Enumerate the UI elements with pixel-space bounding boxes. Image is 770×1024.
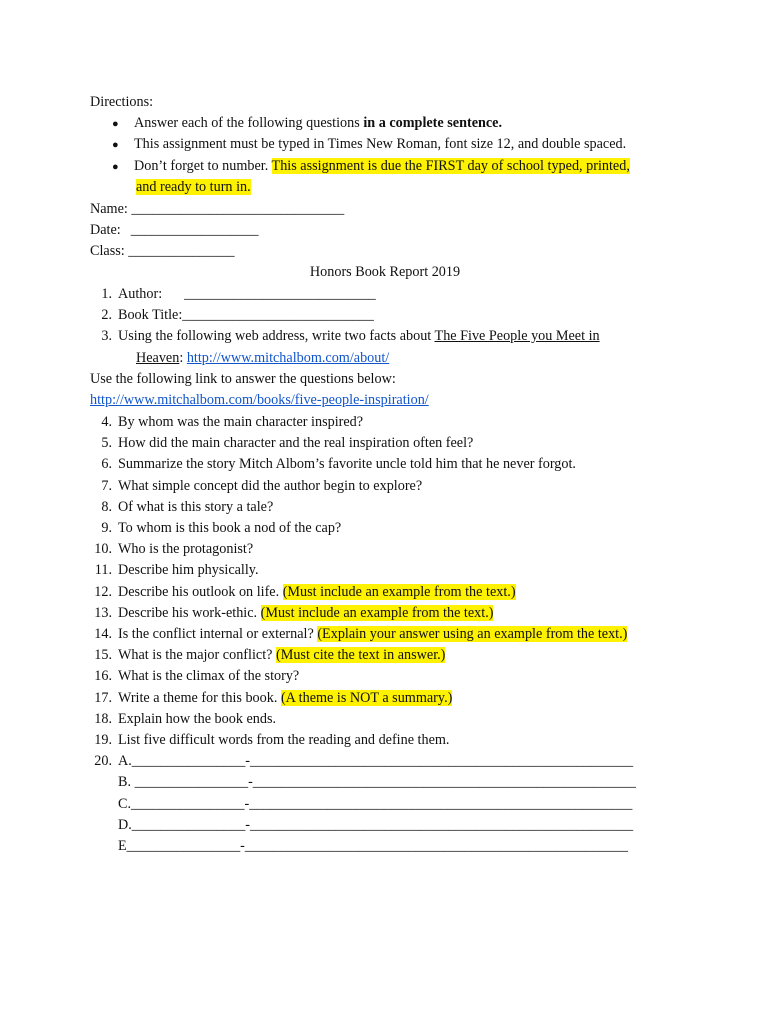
question-text: Describe him physically. (118, 562, 259, 579)
vocabulary-row[interactable] (88, 815, 633, 836)
vocabulary-def: ______________________________________________________ (252, 774, 636, 791)
question-item (88, 709, 276, 730)
question-text: To whom is this book a nod of the cap? (118, 520, 342, 536)
book-title-blank: ___________________________ (182, 307, 374, 323)
bullet-bold-text: in a complete sentence. (363, 115, 503, 131)
vocabulary-word: ________________ (131, 753, 246, 770)
directions-bullet-3 (112, 156, 630, 177)
vocabulary-letter: C. (118, 795, 132, 812)
question-text: What is the major conflict? (118, 647, 276, 664)
vocabulary-row[interactable] (88, 794, 632, 815)
directions-bullet-2 (112, 134, 626, 155)
list-item-book-title (88, 305, 374, 326)
question-text: List five difficult words from the reading and define them. (118, 732, 450, 748)
question-item (88, 518, 341, 539)
vocabulary-word: ________________ (131, 795, 245, 812)
vocabulary-def: ______________________________________________________ (250, 816, 634, 833)
question-text: What simple concept did the author begin to explore? (118, 477, 423, 494)
highlighted-text: and ready to turn in. (136, 179, 251, 195)
class-blank: _______________ (128, 243, 235, 259)
name-label: Name: (90, 201, 128, 217)
vocabulary-letter: E (118, 838, 127, 854)
item-number: 8. (101, 498, 112, 515)
vocabulary-dash: - (248, 774, 253, 791)
question-text: Of what is this story a tale? (118, 498, 274, 515)
question-item (88, 666, 299, 687)
bullet-text: This assignment must be typed in Times New Roman, font size 12, and double spaced. (134, 136, 627, 152)
question-item (88, 497, 273, 518)
class-label: Class: (90, 243, 125, 259)
directions-heading: Directions: (90, 94, 154, 110)
question-text: How did the main character and the real inspiration often feel? (118, 435, 474, 452)
list-item-author (88, 284, 376, 305)
highlighted-instruction: (Must include an example from the text.) (260, 604, 494, 621)
vocabulary-row[interactable] (88, 751, 633, 772)
directions-bullet-1 (112, 113, 502, 134)
use-link-instruction: Use the following link to answer the questions below: (90, 371, 396, 387)
bullet-text: Don’t forget to number. (134, 158, 272, 174)
directions-bullet-3-continued (136, 177, 251, 198)
question-text: Write a theme for this book. (118, 689, 281, 706)
item-text: : (179, 350, 187, 366)
item-number: 17. (94, 689, 112, 706)
vocabulary-def: ______________________________________________________ (250, 753, 634, 770)
book-title-underlined: The Five People you Meet in (434, 328, 600, 344)
item-number: 16. (94, 668, 112, 685)
vocabulary-dash: - (245, 816, 251, 833)
vocabulary-letter: B. (118, 774, 135, 791)
item-text: Author: (118, 286, 163, 302)
name-blank: ______________________________ (131, 201, 345, 217)
item-number: 14. (94, 626, 112, 642)
bullet-dot-icon: ● (112, 118, 119, 130)
item-number: 11. (94, 562, 112, 579)
inspiration-link[interactable] (90, 390, 429, 411)
question-text: Describe his work-ethic. (118, 604, 261, 621)
list-item-web-facts (88, 326, 600, 347)
vocabulary-dash: - (245, 753, 251, 770)
item-number: 20. (94, 753, 112, 770)
question-item (88, 688, 452, 709)
question-text: Who is the protagonist? (118, 541, 254, 558)
item-number: 7. (101, 477, 112, 494)
date-label: Date: (90, 222, 121, 238)
class-field[interactable] (90, 241, 235, 262)
vocabulary-dash: - (240, 838, 245, 854)
item-number: 9. (101, 520, 112, 536)
bullet-dot-icon: ● (112, 139, 119, 151)
question-item (88, 730, 449, 751)
question-item (88, 539, 253, 560)
item-number: 2. (101, 307, 112, 323)
about-link[interactable]: http://www.mitchalbom.com/about/ (186, 350, 390, 366)
item-number: 6. (101, 456, 112, 473)
item-number: 13. (94, 604, 112, 621)
highlighted-instruction: (Explain your answer using an example from the text.) (317, 626, 628, 642)
item-number: 19. (94, 732, 112, 748)
question-item (88, 454, 576, 475)
highlighted-text: This assignment is due the FIRST day of school typed, printed, (271, 158, 630, 174)
vocabulary-def: ______________________________________________________ (244, 838, 628, 854)
bullet-dot-icon: ● (112, 161, 119, 173)
vocabulary-row[interactable] (88, 772, 636, 793)
bullet-text: Answer each of the following questions (134, 115, 364, 131)
inspiration-link-text[interactable]: http://www.mitchalbom.com/books/five-people-inspiration/ (90, 392, 429, 408)
question-text: Summarize the story Mitch Albom’s favorite uncle told him that he never forgot. (118, 456, 576, 473)
highlighted-instruction: (A theme is NOT a summary.) (280, 689, 453, 706)
question-item (88, 624, 627, 645)
question-item (88, 433, 473, 454)
question-item (88, 560, 259, 581)
question-text: Describe his outlook on life. (118, 583, 283, 600)
item-number: 3. (101, 328, 112, 344)
item-number: 10. (94, 541, 112, 558)
book-title-underlined: Heaven (136, 350, 180, 366)
vocabulary-word: ________________ (126, 838, 241, 854)
item-number: 5. (101, 435, 112, 452)
date-blank: __________________ (130, 222, 259, 238)
date-field[interactable] (90, 220, 258, 241)
vocabulary-word: ________________ (134, 774, 249, 791)
vocabulary-letter: A. (118, 753, 132, 770)
author-blank: ___________________________ (184, 286, 376, 302)
list-item-web-facts-continued (136, 348, 389, 369)
highlighted-instruction: (Must include an example from the text.) (282, 583, 516, 600)
item-text: Book Title: (118, 307, 183, 323)
highlighted-instruction: (Must cite the text in answer.) (275, 647, 446, 664)
item-number: 1. (101, 286, 112, 302)
vocabulary-dash: - (244, 795, 250, 812)
question-item (88, 582, 516, 603)
question-text: Explain how the book ends. (118, 710, 277, 727)
item-text: Using the following web address, write two facts about (118, 328, 435, 344)
question-item (88, 476, 422, 497)
question-item (88, 412, 363, 433)
question-text: By whom was the main character inspired? (118, 414, 364, 430)
vocabulary-letter: D. (118, 816, 132, 833)
question-item (88, 645, 445, 666)
item-number: 12. (94, 583, 112, 600)
vocabulary-row[interactable] (88, 836, 628, 857)
question-item (88, 603, 493, 624)
item-number: 15. (94, 647, 112, 664)
vocabulary-def: ______________________________________________________ (249, 795, 633, 812)
question-text: What is the climax of the story? (118, 668, 300, 685)
item-number: 4. (101, 414, 112, 430)
question-text: Is the conflict internal or external? (118, 626, 318, 642)
item-number: 18. (94, 710, 112, 727)
vocabulary-word: ________________ (131, 816, 246, 833)
name-field[interactable] (90, 199, 344, 220)
page-title: Honors Book Report 2019 (309, 264, 461, 280)
